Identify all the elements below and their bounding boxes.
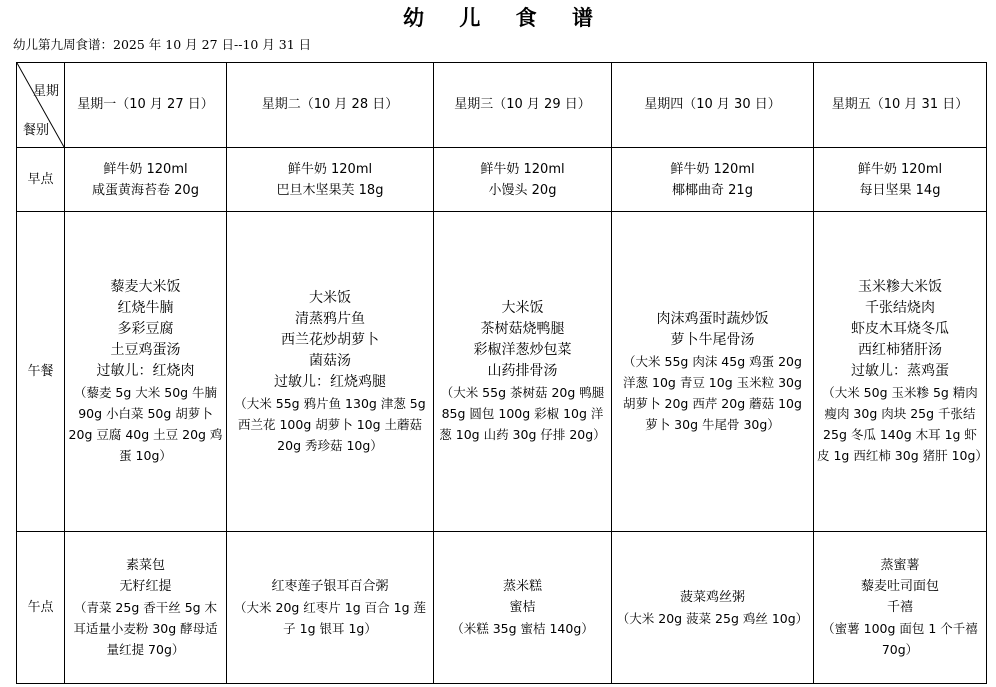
menu-cell: [434, 212, 612, 532]
dish-name: 每日坚果 14g: [859, 182, 941, 198]
dish-name: 千张结烧肉: [865, 300, 935, 316]
dish-name: 红枣莲子银耳百合粥: [271, 579, 389, 594]
corner-header-cell: [17, 63, 65, 148]
meal-row-lunch: [17, 212, 987, 532]
day-header-tue: 星期二（10 月 28 日）: [227, 63, 434, 148]
dish-name: 大米饭: [501, 300, 544, 316]
menu-cell: [814, 148, 987, 212]
ingredient-detail: （青菜 25g 香干丝 5g 木耳适量小麦粉 30g 酵母适量红提 70g）: [73, 600, 218, 657]
menu-cell: [65, 148, 227, 212]
header-row: [17, 63, 987, 148]
meal-label-afternoon-snack: 午点: [17, 532, 65, 684]
meal-label-lunch: 午餐: [17, 212, 65, 532]
ingredient-detail: （米糕 35g 蜜桔 140g）: [451, 621, 594, 636]
day-header-wed: 星期三（10 月 29 日）: [434, 63, 612, 148]
dish-name: 无籽红提: [119, 579, 172, 594]
dish-name: 鲜牛奶 120ml: [670, 161, 755, 177]
menu-cell: [434, 532, 612, 684]
dish-name: 肉沫鸡蛋时蔬炒饭: [656, 310, 769, 327]
dish-name: 蒸蜜薯: [880, 558, 920, 573]
dish-name: 清蒸鸦片鱼: [295, 310, 365, 327]
dish-name: 红烧牛腩: [117, 300, 174, 316]
menu-cell: [814, 532, 987, 684]
dish-name: 大米饭: [309, 289, 351, 306]
ingredient-detail: （大米 50g 玉米糁 5g 精肉瘦肉 30g 肉块 25g 千张结 25g 冬瓜 140g 木耳 1g 虾皮 1g 西红柿 30g 猪肝 10g）: [817, 385, 988, 463]
dish-name: 山药排骨汤: [487, 363, 558, 379]
dish-name: 椰椰曲奇 21g: [672, 182, 753, 198]
dish-name: 咸蛋黄海苔卷 20g: [92, 182, 199, 198]
dish-name: 菠菜鸡丝粥: [679, 589, 745, 605]
menu-cell: [612, 212, 814, 532]
menu-cell: [227, 148, 434, 212]
menu-cell: [434, 148, 612, 212]
dish-name: 蒸米糕: [502, 579, 542, 594]
menu-cell: [227, 532, 434, 684]
meal-label-breakfast: 早点: [17, 148, 65, 212]
dish-name: 多彩豆腐: [117, 321, 174, 337]
ingredient-detail: （蜜薯 100g 面包 1 个千禧 70g）: [822, 621, 978, 657]
ingredient-detail: （大米 20g 红枣片 1g 百合 1g 莲子 1g 银耳 1g）: [234, 600, 426, 636]
dish-name: 过敏儿：蒸鸡蛋: [851, 363, 949, 379]
dish-name: 玉米糁大米饭: [858, 279, 942, 295]
meal-row-afternoon-snack: [17, 532, 987, 684]
dish-name: 鲜牛奶 120ml: [103, 161, 188, 177]
dish-name: 萝卜牛尾骨汤: [670, 331, 755, 348]
dish-name: 西兰花炒胡萝卜: [281, 331, 379, 348]
ingredient-detail: （大米 55g 鸦片鱼 130g 津葱 5g 西兰花 100g 胡萝卜 10g 土蘑菇 20g 秀珍菇 10g）: [234, 395, 426, 453]
dish-name: 菌菇汤: [309, 352, 351, 369]
ingredient-detail: （大米 55g 茶树菇 20g 鸭腿 85g 圆包 100g 彩椒 10g 洋葱 10g 山药 30g 仔排 20g）: [439, 385, 606, 442]
dish-name: 彩椒洋葱炒包菜: [473, 342, 572, 358]
menu-cell: [612, 532, 814, 684]
menu-cell: [814, 212, 987, 532]
dish-name: 鲜牛奶 120ml: [287, 161, 373, 177]
dish-name: 藜麦大米饭: [110, 279, 181, 295]
dish-name: 土豆鸡蛋汤: [110, 342, 181, 358]
ingredient-detail: （藜麦 5g 大米 50g 牛腩 90g 小白菜 50g 胡萝卜 20g 豆腐 40g 土豆 20g 鸡蛋 10g）: [68, 385, 223, 463]
menu-cell: [65, 532, 227, 684]
menu-cell: [227, 212, 434, 532]
dish-name: 素菜包: [125, 558, 165, 573]
day-header-thu: 星期四（10 月 30 日）: [612, 63, 814, 148]
corner-label-meal: 餐别: [23, 123, 50, 138]
dish-name: 千禧: [886, 600, 913, 615]
page-title: 幼 儿 食 谱: [403, 6, 607, 30]
dish-name: 藜麦吐司面包: [860, 579, 939, 594]
dish-name: 巴旦木坚果芙 18g: [276, 182, 384, 198]
ingredient-detail: （大米 20g 菠菜 25g 鸡丝 10g）: [616, 610, 809, 626]
dish-name: 蜜桔: [509, 600, 536, 615]
dish-name: 鲜牛奶 120ml: [857, 161, 943, 177]
dish-name: 西红柿猪肝汤: [858, 342, 942, 358]
corner-label-weekday: 星期: [32, 84, 59, 99]
day-header-mon: 星期一（10 月 27 日）: [65, 63, 227, 148]
dish-name: 虾皮木耳烧冬瓜: [851, 321, 949, 337]
dish-name: 过敏儿：红烧鸡腿: [274, 373, 386, 390]
meal-row-breakfast: [17, 148, 987, 212]
dish-name: 茶树菇烧鸭腿: [480, 321, 565, 337]
day-header-fri: 星期五（10 月 31 日）: [814, 63, 987, 148]
dish-name: 过敏儿：红烧肉: [96, 363, 195, 379]
menu-subtitle: 幼儿第九周食谱：2025 年 10 月 27 日--10 月 31 日: [13, 37, 312, 52]
menu-cell: [612, 148, 814, 212]
ingredient-detail: （大米 55g 肉沫 45g 鸡蛋 20g 洋葱 10g 青豆 10g 玉米粒 30g 胡萝卜 20g 西芹 20g 蘑菇 10g 萝卜 30g 牛尾骨 30g）: [623, 353, 802, 432]
dish-name: 小馒头 20g: [488, 182, 557, 198]
weekly-menu-table: [16, 62, 987, 684]
menu-cell: [65, 212, 227, 532]
dish-name: 鲜牛奶 120ml: [480, 161, 565, 177]
